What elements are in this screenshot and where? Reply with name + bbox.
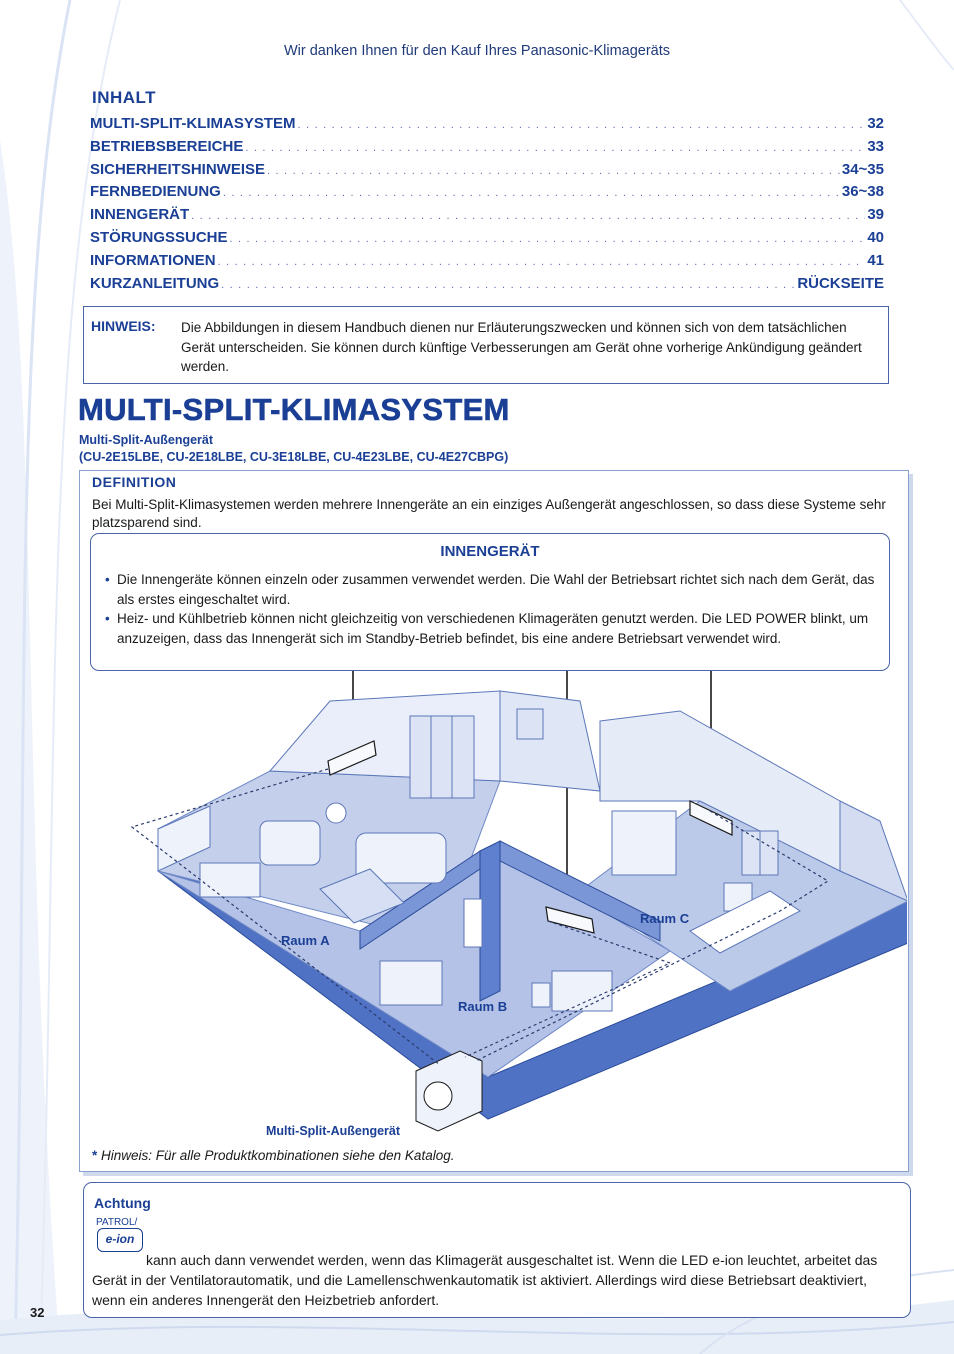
note-text: Die Abbildungen in diesem Handbuch dienen nur Erläuterungszwecken und können sich von dem tatsächlichen Gerät unterscheiden. Sie können durch künftige Verbesserungen am Gerät ohne vorherige Ankündigung geändert werden. (181, 320, 862, 374)
footnote-star: * (92, 1148, 98, 1163)
toc-entry[interactable] (90, 138, 884, 161)
chair-icon (532, 983, 550, 1007)
toc-entry-page: 36~38 (841, 183, 884, 201)
toc-heading: INHALT (92, 88, 157, 107)
cabinet-icon (200, 863, 260, 897)
toc-leader-dots (245, 142, 865, 154)
toc-entry[interactable] (90, 183, 884, 206)
desk-icon (552, 971, 612, 1011)
table-of-contents (90, 115, 884, 297)
note-box (83, 306, 889, 384)
partition-wall (480, 841, 500, 1001)
toc-entry-page: 39 (867, 206, 884, 224)
room-a-label: Raum A (281, 933, 330, 948)
toc-entry-label: BETRIEBSBEREICHE (90, 137, 244, 155)
subtitle-line: Multi-Split-Außengerät (79, 433, 214, 447)
toc-entry-page: RÜCKSEITE (797, 274, 884, 292)
list-item: • Heiz- und Kühlbetrieb können nicht gleichzeitig von verschiedenen Klimageräten genutzt werden. Die LED POWER blinkt, um anzuzeigen, dass das Innengerät sich im Standby-Betrieb befindet, bis eine andere Betriebsart verwendet wird. (105, 609, 885, 648)
toc-entry-label: FERNBEDIENUNG (90, 183, 221, 201)
indoor-unit-title: INNENGERÄT (440, 543, 540, 560)
wall-bath (500, 691, 600, 791)
toc-leader-dots (218, 256, 866, 268)
toc-entry[interactable] (90, 275, 884, 298)
toc-entry-label: INNENGERÄT (90, 206, 190, 224)
page-number: 32 (30, 1305, 45, 1320)
room-c-label: Raum C (640, 911, 690, 926)
plant-icon (326, 803, 346, 823)
toc-entry-label: KURZANLEITUNG (90, 274, 220, 292)
toc-leader-dots (267, 165, 840, 177)
toc-entry[interactable] (90, 206, 884, 229)
toc-entry-page: 41 (867, 251, 884, 269)
e-ion-button-icon (97, 1228, 143, 1252)
footnote (92, 1148, 454, 1163)
toc-leader-dots (223, 187, 840, 199)
toc-entry[interactable] (90, 252, 884, 275)
wardrobe-icon (612, 811, 676, 875)
toc-entry-page: 40 (867, 228, 884, 246)
definition-box (79, 470, 909, 1172)
e-ion-button-label: e-ion (105, 1232, 135, 1246)
thanks-header: Wir danken Ihnen für den Kauf Ihres Panasonic-Klimageräts (283, 43, 671, 59)
room-b-label: Raum B (458, 999, 508, 1014)
caution-box (83, 1182, 911, 1318)
door-icon (464, 899, 482, 947)
definition-label: DEFINITION (92, 474, 177, 490)
toc-entry-page: 32 (867, 115, 884, 132)
toc-entry[interactable] (90, 229, 884, 252)
toc-leader-dots (230, 233, 866, 245)
toc-entry-label: INFORMATIONEN (90, 251, 216, 269)
toc-leader-dots (298, 119, 866, 131)
definition-text: Bei Multi-Split-Klimasystemen werden mehrere Innengeräte an ein einziges Außengerät angeschlossen, so dass diese Systeme sehr platzsparend sind. (92, 497, 886, 530)
outdoor-unit-label: Multi-Split-Außengerät (266, 1124, 401, 1138)
caution-text: kann auch dann verwendet werden, wenn das Klimagerät ausgeschaltet ist. Wenn die LED e-ion leuchtet, arbeitet das Gerät in der Ventilatorautomatik, und die Lamellenschwenkautomatik ist aktiviert. Allerdings wird diese Betriebsart deaktiviert, wenn ein anderes Innengerät den Heizbetrieb anfordert. (92, 1252, 878, 1308)
section-title: MULTI-SPLIT-KLIMASYSTEM (78, 392, 510, 427)
toc-leader-dots (221, 279, 795, 291)
toc-entry-page: 33 (867, 137, 884, 155)
toc-entry-page: 34~35 (841, 160, 884, 178)
toc-entry[interactable] (90, 115, 884, 138)
toc-leader-dots (191, 210, 865, 222)
toc-entry-label: SICHERHEITSHINWEISE (90, 160, 266, 178)
toc-entry-label: STÖRUNGSSUCHE (90, 228, 228, 246)
list-item: • Die Innengeräte können einzeln oder zusammen verwendet werden. Die Wahl der Betriebsart richtet sich nach dem Gerät, das als erstes eingeschaltet wird. (105, 570, 885, 609)
footnote-text: Hinweis: Für alle Produktkombinationen siehe den Katalog. (97, 1148, 455, 1163)
note-label: HINWEIS: (91, 318, 156, 334)
patrol-caption: PATROL/ (96, 1217, 138, 1228)
caution-label: Achtung (94, 1195, 151, 1211)
toc-entry-label: MULTI-SPLIT-KLIMASYSTEM (90, 115, 296, 132)
subtitle-models: (CU-2E15LBE, CU-2E18LBE, CU-3E18LBE, CU-4E23LBE, CU-4E27CBPG) (79, 450, 509, 464)
section-subtitle (79, 432, 508, 466)
house-illustration (80, 471, 907, 1171)
cabinet-icon (380, 961, 442, 1005)
toc-entry[interactable] (90, 161, 884, 184)
